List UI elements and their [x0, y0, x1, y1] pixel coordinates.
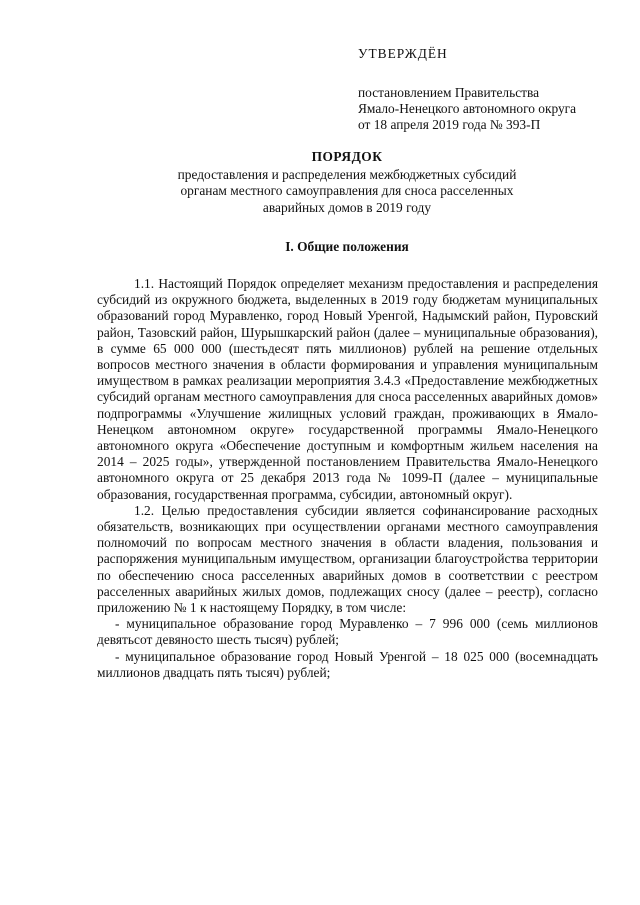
approval-block — [358, 46, 628, 133]
document-subtitle-line: предоставления и распределения межбюджетных субсидий — [177, 166, 517, 182]
paragraph-1-2: 1.2. Целью предоставления субсидии является софинансирование расходных обязательств, возникающих при осуществлении органами местного самоуправления полномочий по вопросам местного значения в области владения, пользования и распоряжения муниципальным имуществом, организации благоустройства территории по обеспечению сноса расселенных аварийных домов в соответствии с реестром расселенных аварийных жилых домов, подлежащих сносу (далее – реестр), согласно приложению № 1 к настоящему Порядку, в том числе: — [97, 502, 598, 616]
document-title: ПОРЯДОК — [311, 149, 383, 164]
approval-line: от 18 апреля 2019 года № 393-П — [358, 117, 541, 132]
document-subtitle-line: аварийных домов в 2019 году — [262, 199, 432, 215]
approval-line: постановлением Правительства — [358, 85, 540, 100]
list-item: - муниципальное образование город Муравленко – 7 996 000 (семь миллионов девятьсот девяносто шесть тысяч) рублей; — [97, 616, 598, 648]
section-body — [97, 276, 598, 681]
list-item: - муниципальное образование город Новый Уренгой – 18 025 000 (восемнадцать миллионов двадцать пять тысяч) рублей; — [97, 648, 598, 680]
paragraph-1-1: 1.1. Настоящий Порядок определяет механизм предоставления и распределения субсидий из окружного бюджета, выделенных в 2019 году бюджетам муниципальных образований город Муравленко, город Новый Уренгой, Надымский район, Пуровский район, Тазовский район, Шурышкарский район (далее – муниципальные образования), в сумме 65 000 000 (шестьдесят пять миллионов) рублей на решение отдельных вопросов местного значения в области формирования и управления муниципальным имуществом в рамках реализации мероприятия 3.4.3 «Предоставление межбюджетных субсидий органам местного самоуправления для сноса расселенных аварийных домов» подпрограммы «Улучшение жилищных условий граждан, проживающих в Ямало-Ненецком автономном округе» государственной программы Ямало-Ненецкого автономного округа «Обеспечение доступным и комфортным жильем населения на 2014 – 2025 годы», утвержденной постановлением Правительства Ямало-Ненецкого автономного округа от 25 декабря 2013 года № 1099-П (далее – муниципальные образования, государственная программа, субсидии, автономный округ). — [97, 276, 598, 502]
document-header — [96, 149, 598, 216]
approval-stamp-label: УТВЕРЖДЁН — [358, 46, 448, 61]
approval-line: Ямало-Ненецкого автономного округа — [358, 101, 577, 116]
section-heading: I. Общие положения — [285, 239, 409, 254]
document-subtitle-line: органам местного самоуправления для сноса расселенных — [180, 183, 514, 198]
